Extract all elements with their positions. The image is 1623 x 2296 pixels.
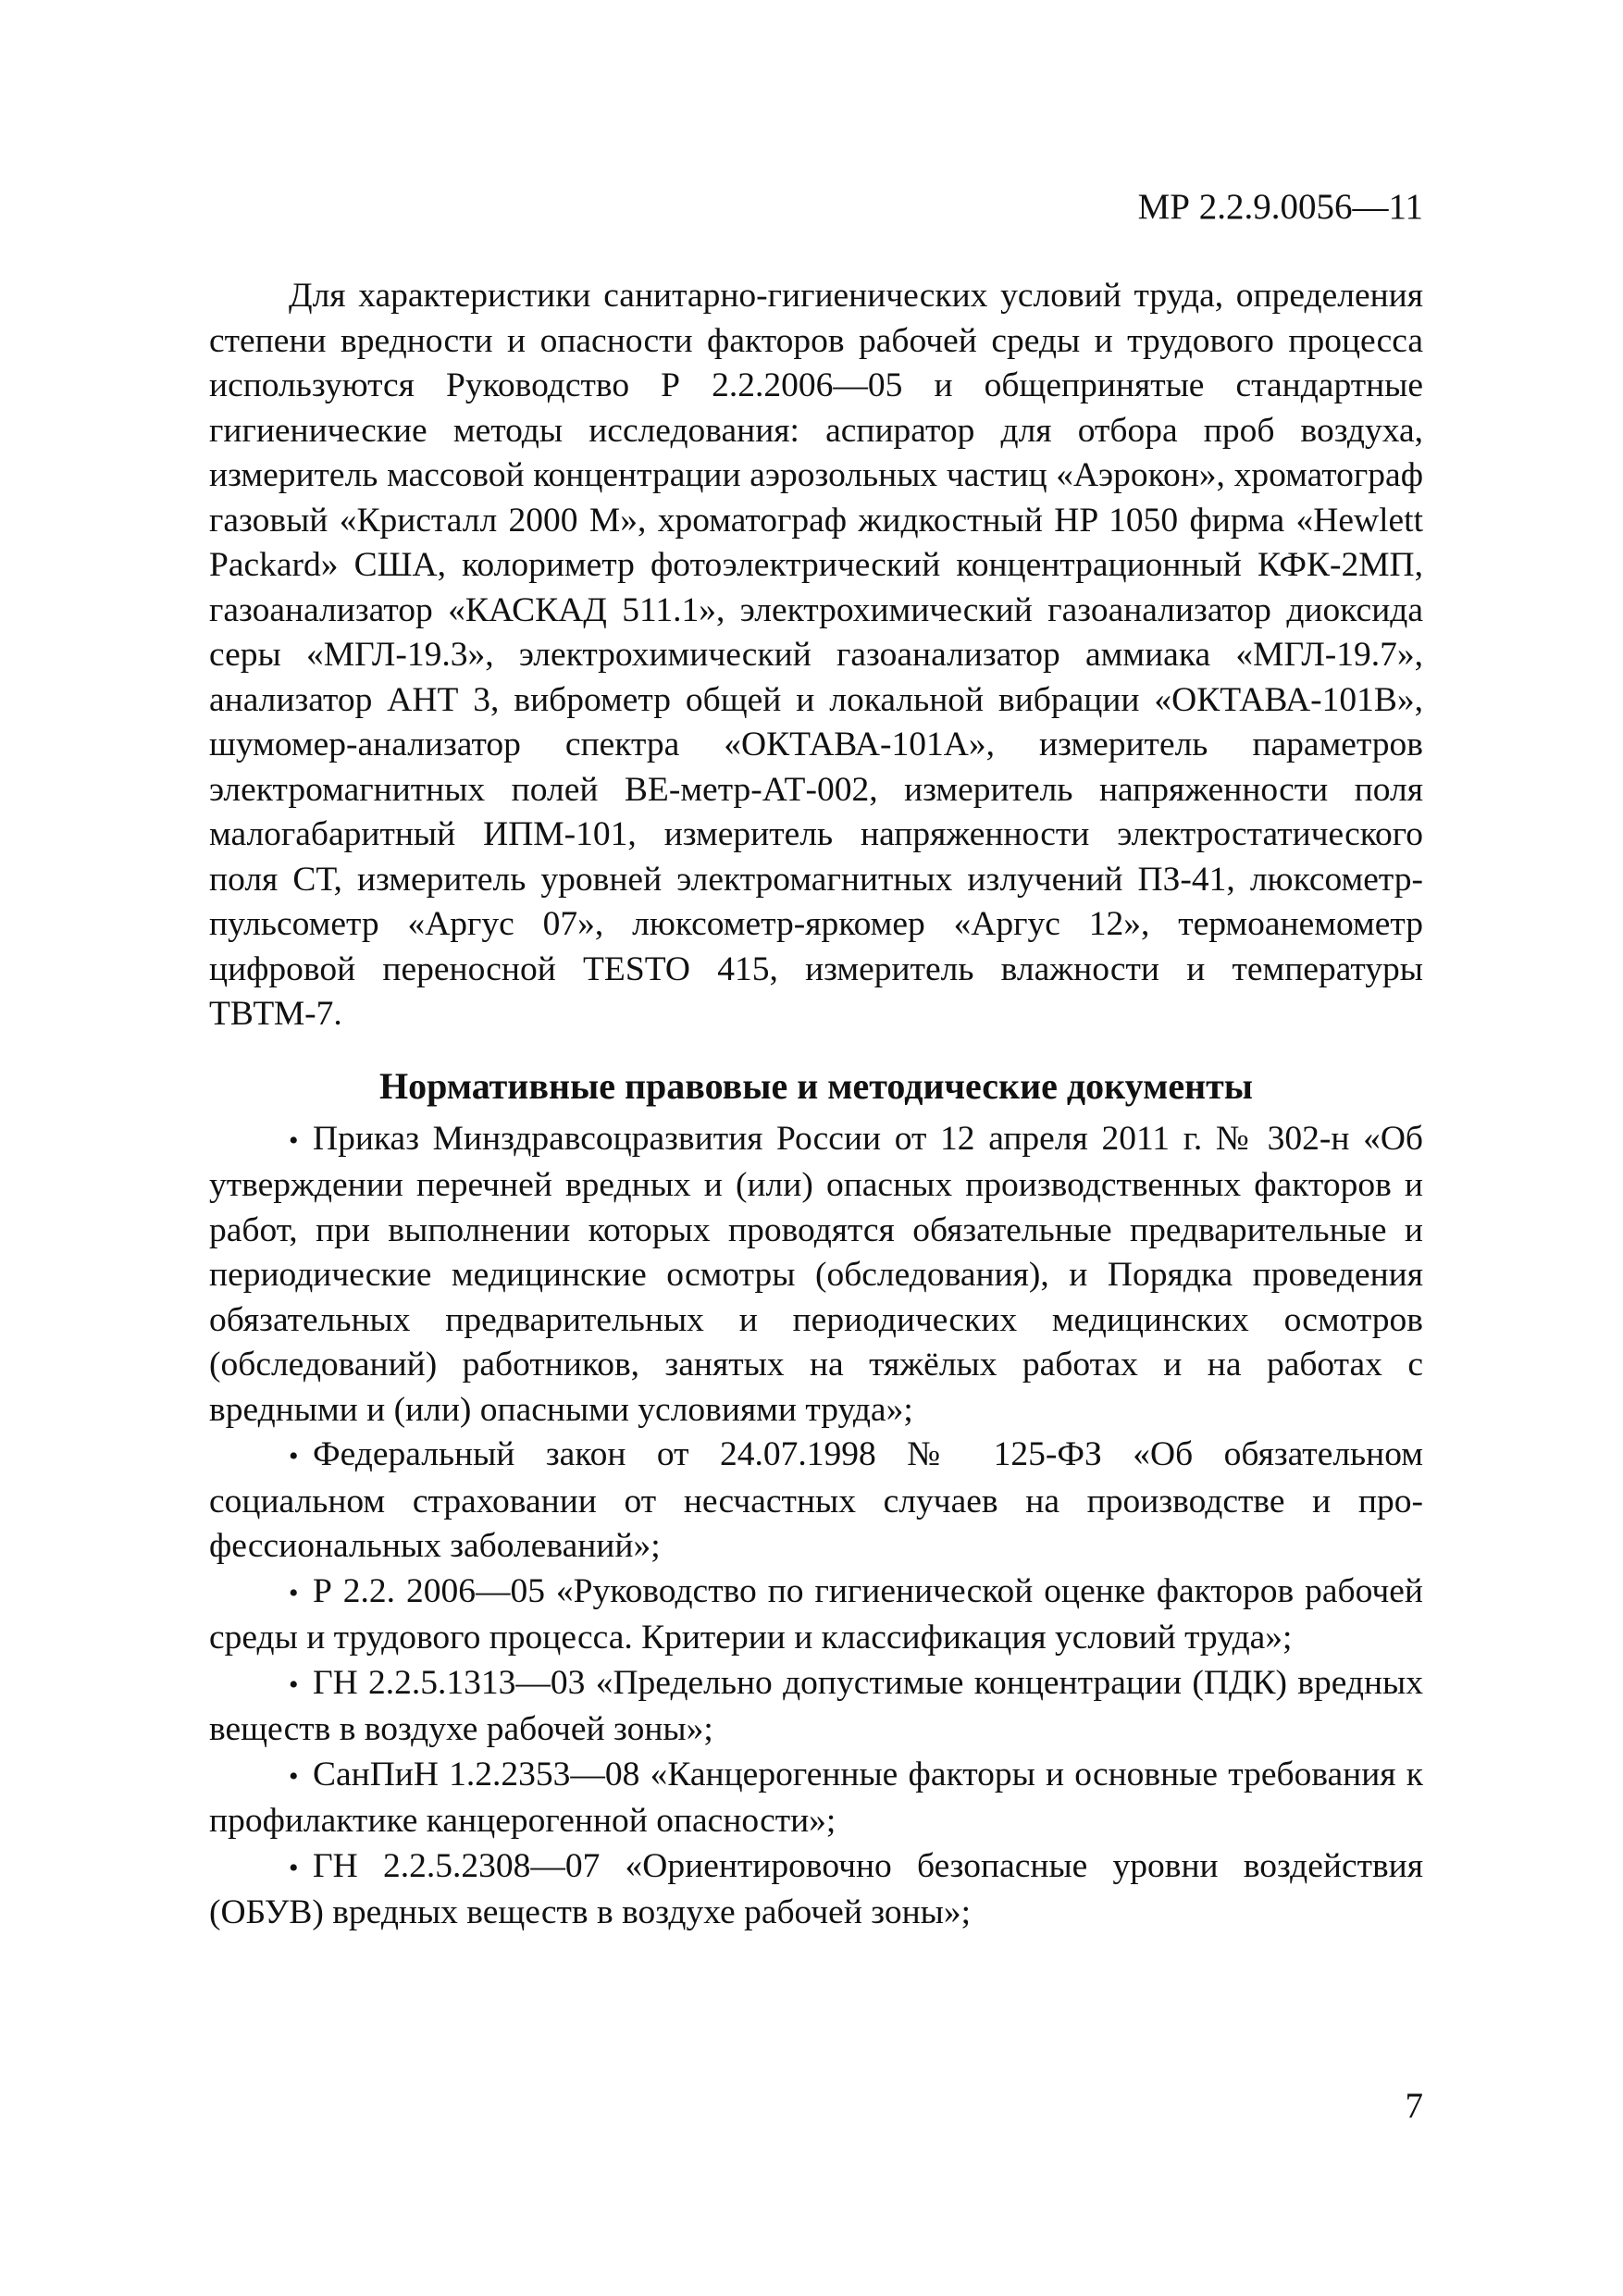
bullet-icon: •	[289, 1577, 299, 1608]
list-item	[209, 1433, 1423, 1570]
list-item	[209, 1117, 1423, 1433]
document-code: МР 2.2.9.0056—11	[1137, 187, 1423, 227]
bullet-icon: •	[289, 1124, 299, 1156]
bullet-icon: •	[289, 1669, 299, 1700]
bullet-icon: •	[289, 1441, 299, 1471]
list-item-text: Федеральный закон от 24.07.1998 № 125-ФЗ «Об обязательном социальном страховании от несчастных случаев на производстве и профессиональных заболеваний»;	[209, 1435, 1423, 1565]
list-item	[209, 1570, 1423, 1661]
list-item-text: ГН 2.2.5.2308—07 «Ориентировочно безопасные уровни воздействия (ОБУВ) вредных веществ в воздухе рабочей зоны»;	[209, 1846, 1423, 1931]
list-item-text: ГН 2.2.5.1313—03 «Предельно допустимые концентрации (ПДК) вредных веществ в воздухе рабочей зоны»;	[209, 1663, 1423, 1748]
section-title: Нормативные правовые и методические документы	[378, 1064, 1254, 1107]
page-content	[209, 274, 1423, 1936]
reference-list	[209, 1117, 1423, 1936]
list-item	[209, 1661, 1423, 1753]
list-item	[209, 1753, 1423, 1844]
bullet-icon: •	[289, 1760, 299, 1792]
bullet-icon: •	[289, 1852, 299, 1883]
list-item-text: Р 2.2. 2006—05 «Руководство по гигиенической оценке факторов рабочей среды и трудового процесса. Критерии и классификация условий труда»;	[209, 1571, 1423, 1657]
list-item-text: Приказ Минздравсоцразвития России от 12 апреля 2011 г. № 302-н «Об утверждении перечней вредных и (или) опасных производственных факторов и работ, при выполнении которых проводятся обязательные предварительные и периодические медицинские осмотры (обследования), и Порядка проведения обязательных предварительных и периодических медицинских осмотров (обследований) работников, занятых на тяжёлых работах и на работах с вредными и (или) опасными условиями труда»;	[209, 1119, 1423, 1429]
list-item-text: СанПиН 1.2.2353—08 «Канцерогенные факторы и основные требования к профилактике канцерогенной опасности»;	[209, 1755, 1423, 1840]
page-number: 7	[1405, 2086, 1423, 2126]
intro-paragraph: Для характеристики санитарно-гигиенических условий труда, определения степени вредности и опасности факторов рабочей среды и трудового процесса используются Руководство Р 2.2.2006—05 и общепринятые стандартные гигиенические методы исследования: аспиратор для отбора проб воздуха, измеритель массовой концентрации аэрозольных частиц «Аэрокон», хроматограф газовый «Кристалл 2000 М», хроматограф жидкостный HP 1050 фирма «Hewlett Packard» США, колориметр фотоэлектрический концентрационный КФК-2МП, газоанализатор «КАСКАД 511.1», электрохимический газоанализатор диоксида серы «МГЛ-19.3», электрохимический газоанализатор аммиака «МГЛ-19.7», анализатор АНТ 3, виброметр общей и локальной вибрации «ОКТАВА-101В», шумомер-анализатор спектра «ОКТАВА-101А», измеритель параметров электромагнитных полей ВЕ-метр-АТ-002, измеритель напряженности поля малогабаритный ИПМ-101, измеритель напряженности электростатического поля СТ, измеритель уровней электромагнитных излучений ПЗ-41, люксометр-пульсометр «Аргус 07», люксометр-яркомер «Аргус 12», термоанемометр цифровой переносной TESTO 415, измеритель влажности и температуры ТВТМ-7.	[209, 277, 1423, 1033]
list-item	[209, 1844, 1423, 1936]
